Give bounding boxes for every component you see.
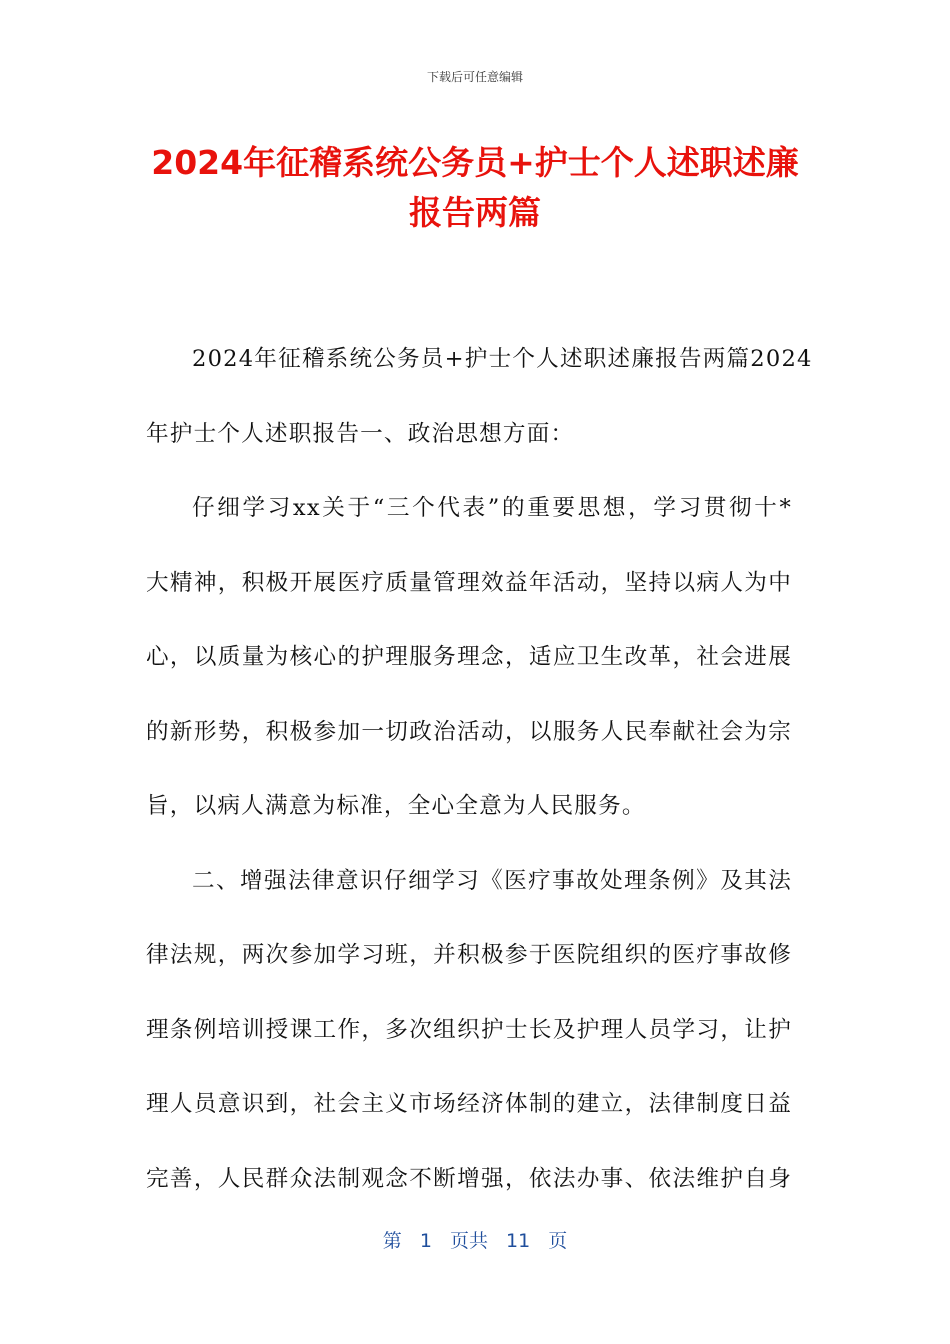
title-line-1: 2024年征稽系统公务员+护士个人述职述廉 (151, 143, 799, 182)
text-line: 的新形势，积极参加一切政治活动，以服务人民奉献社会为宗 (146, 718, 792, 745)
text-line: 2024年征稽系统公务员+护士个人述职述廉报告两篇2024 (192, 346, 813, 372)
text-line: 年护士个人述职报告一、政治思想方面： (146, 420, 575, 447)
text-line: 律法规，两次参加学习班，并积极参于医院组织的医疗事故修 (146, 942, 792, 968)
paragraph-2 (146, 471, 792, 844)
document-title (100, 138, 850, 238)
title-line-2: 报告两篇 (409, 193, 541, 232)
text-line: 二、增强法律意识仔细学习《医疗事故处理条例》及其法 (192, 867, 792, 894)
page-header: 下载后可任意编辑 (426, 70, 523, 84)
text-line: 心，以质量为核心的护理服务理念，适应卫生改革，社会进展 (146, 644, 792, 670)
text-line: 完善，人民群众法制观念不断增强，依法办事、依法维护自身 (146, 1165, 792, 1192)
paragraph-3 (146, 844, 792, 1217)
text-line: 仔细学习xx关于“三个代表”的重要思想，学习贯彻十* (192, 495, 792, 521)
document-body (146, 322, 813, 1216)
text-line: 理人员意识到，社会主义市场经济体制的建立，法律制度日益 (146, 1091, 792, 1117)
text-line: 大精神，积极开展医疗质量管理效益年活动，坚持以病人为中 (146, 569, 792, 596)
text-line: 旨，以病人满意为标准，全心全意为人民服务。 (146, 793, 646, 819)
text-line: 理条例培训授课工作，多次组织护士长及护理人员学习，让护 (146, 1016, 792, 1043)
page-number-footer: 第 1 页共 11 页 (382, 1230, 568, 1252)
paragraph-1 (146, 322, 813, 471)
